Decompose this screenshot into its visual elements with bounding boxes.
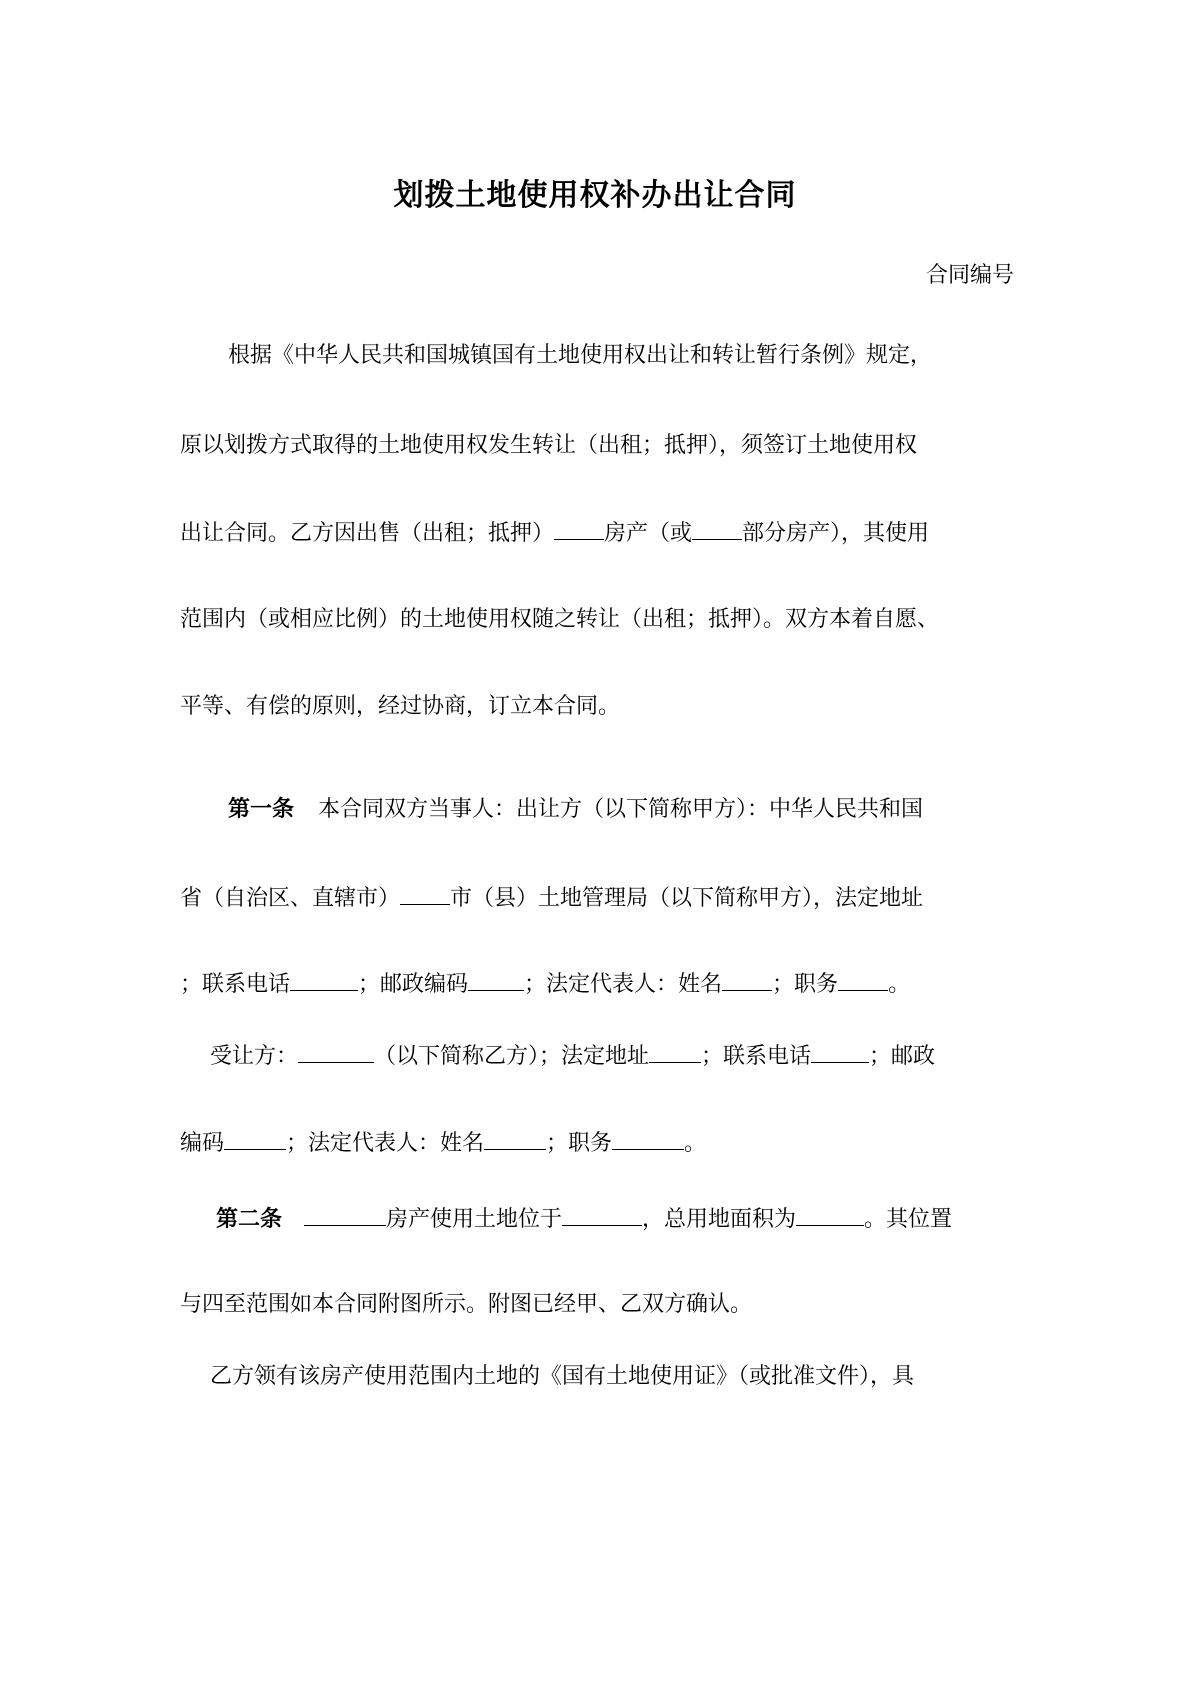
article1-text: 编码 xyxy=(180,1131,225,1156)
preamble-text: 根据《中华人民共和国城镇国有土地使用权出让和转让暂行条例》规定， xyxy=(228,343,933,368)
article1-text: ；邮政 xyxy=(869,1044,936,1069)
preamble-text: 范围内（或相应比例）的土地使用权随之转让（出租；抵押）。双方本着自愿、 xyxy=(180,607,940,632)
blank-field[interactable] xyxy=(298,1040,374,1063)
blank-field[interactable] xyxy=(468,968,524,991)
article2-heading: 第二条 xyxy=(216,1207,283,1232)
preamble-text: 原以划拨方式取得的土地使用权发生转让（出租；抵押），须签订土地使用权 xyxy=(180,433,918,458)
article1-text: 受让方： xyxy=(210,1044,299,1069)
article2-text: ，总用地面积为 xyxy=(642,1207,797,1232)
document-title: 划拨土地使用权补办出让合同 xyxy=(393,178,797,213)
article2-text: 乙方领有该房产使用范围内土地的《国有土地使用证》（或批准文件），具 xyxy=(210,1364,915,1389)
article2-text: 。其位置 xyxy=(864,1207,953,1232)
blank-field[interactable] xyxy=(722,968,772,991)
article1-text: ；法定代表人：姓名 xyxy=(524,972,723,997)
blank-field[interactable] xyxy=(290,968,358,991)
preamble-text: 房产（或 xyxy=(604,521,693,546)
article2-text: 与四至范围如本合同附图所示。附图已经甲、乙双方确认。 xyxy=(180,1292,753,1317)
preamble-line-4 xyxy=(180,605,1020,635)
blank-field[interactable] xyxy=(838,968,888,991)
contract-number-label: 合同编号 xyxy=(925,263,1014,288)
article1-line-5 xyxy=(180,1127,1020,1159)
article1-text: ；职务 xyxy=(546,1131,613,1156)
blank-field[interactable] xyxy=(796,1203,864,1226)
article2-text: 房产使用土地位于 xyxy=(386,1207,563,1232)
article1-text: （以下简称乙方）；法定地址 xyxy=(374,1044,650,1069)
blank-field[interactable] xyxy=(562,1203,642,1226)
article1-heading: 第一条 xyxy=(228,797,295,822)
preamble-line-3 xyxy=(180,517,1020,549)
preamble-line-1 xyxy=(228,341,1068,371)
article2-line-1 xyxy=(216,1203,1056,1235)
article1-text: 市（县）土地管理局（以下简称甲方），法定地址 xyxy=(450,886,924,911)
blank-field[interactable] xyxy=(304,1203,386,1226)
blank-field[interactable] xyxy=(484,1127,546,1150)
blank-field[interactable] xyxy=(649,1040,701,1063)
blank-field[interactable] xyxy=(612,1127,684,1150)
article1-text: 。 xyxy=(888,972,911,997)
blank-field[interactable] xyxy=(692,517,742,540)
article1-text: ；职务 xyxy=(772,972,839,997)
preamble-line-2 xyxy=(180,431,1020,461)
blank-field[interactable] xyxy=(400,882,450,905)
article1-line-1 xyxy=(228,795,1068,825)
article2-line-3 xyxy=(210,1362,1050,1392)
article1-text: 省（自治区、直辖市） xyxy=(180,886,401,911)
article2-line-2 xyxy=(180,1290,1020,1320)
preamble-text: 部分房产），其使用 xyxy=(742,521,930,546)
blank-field[interactable] xyxy=(224,1127,286,1150)
article1-text: ；法定代表人：姓名 xyxy=(286,1131,485,1156)
article1-text: ；邮政编码 xyxy=(358,972,469,997)
article1-text: ；联系电话 xyxy=(701,1044,812,1069)
preamble-line-5 xyxy=(180,692,1020,722)
blank-field[interactable] xyxy=(811,1040,869,1063)
article1-line-3 xyxy=(180,968,1020,1000)
article1-line-2 xyxy=(180,882,1020,914)
article1-text: 本合同双方当事人：出让方（以下简称甲方）：中华人民共和国 xyxy=(318,797,924,822)
article1-text: 。 xyxy=(684,1131,707,1156)
preamble-text: 平等、有偿的原则，经过协商，订立本合同。 xyxy=(180,694,621,719)
preamble-text: 出让合同。乙方因出售（出租；抵押） xyxy=(180,521,555,546)
blank-field[interactable] xyxy=(554,517,604,540)
article1-line-4 xyxy=(210,1040,1050,1072)
article1-text: ；联系电话 xyxy=(180,972,291,997)
